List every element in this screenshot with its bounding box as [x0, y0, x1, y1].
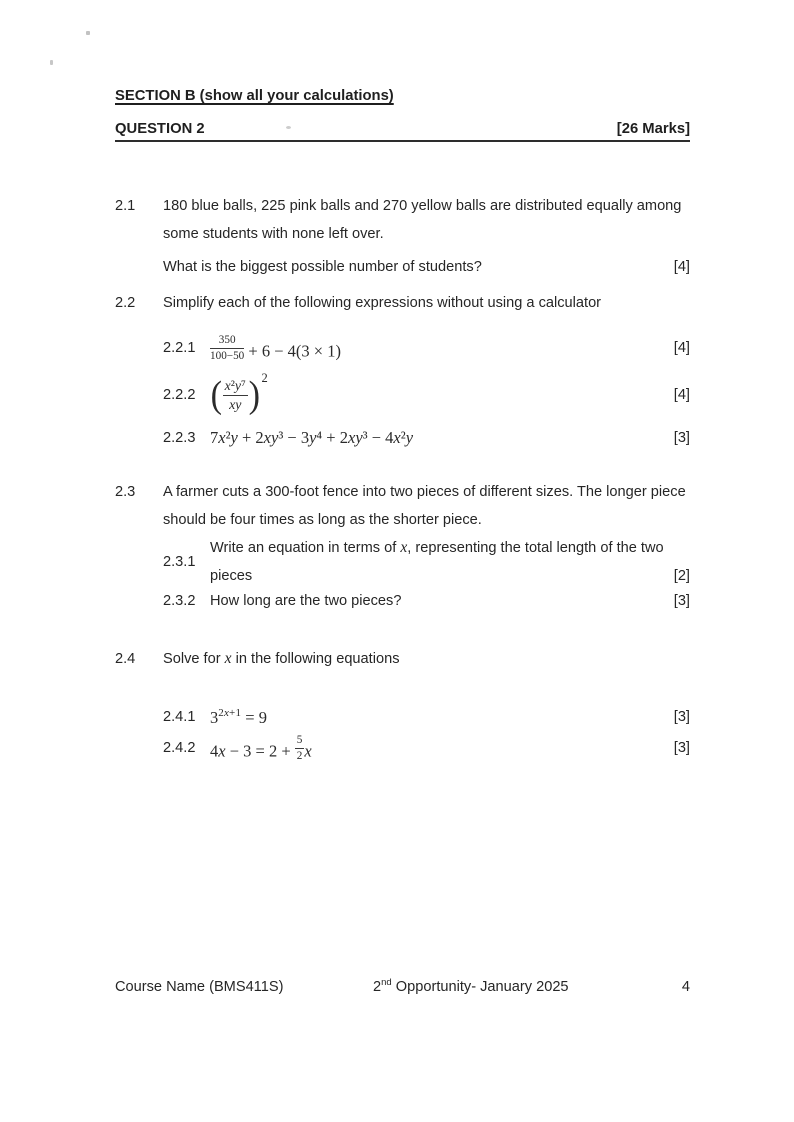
marks-badge: [4] — [673, 387, 690, 403]
sub-question-body — [210, 534, 690, 590]
sub-question-text: pieces — [210, 568, 253, 584]
text-segment: , representing the total length of the two — [407, 540, 664, 556]
question-intro: Simplify each of the following expressions without using a calculator — [163, 295, 602, 311]
marks-badge: [4] — [673, 340, 690, 356]
scan-speck — [50, 60, 53, 65]
sub-question-text-line — [210, 534, 690, 562]
sub-question-number: 2.2.2 — [163, 387, 196, 403]
question-prompt-row — [163, 253, 690, 281]
math-variable: x — [400, 539, 408, 556]
expression-tail: + 6 − 4(3 × 1) — [244, 341, 341, 361]
question-2-3-2 — [163, 587, 690, 615]
footer-session — [373, 977, 682, 995]
sub-question-text-row — [210, 562, 690, 590]
footer-course-name: Course Name (BMS411S) — [115, 978, 284, 995]
question-title: QUESTION 2 — [115, 121, 205, 137]
exponent: 2x+1 — [218, 706, 242, 719]
text-segment: Write an equation in terms of — [210, 540, 401, 556]
page-footer — [115, 977, 690, 995]
sub-question-number: 2.4.2 — [163, 740, 196, 756]
fraction-numerator: x²y⁷ — [223, 378, 248, 395]
sub-question-text: How long are the two pieces? — [210, 593, 402, 609]
question-body — [163, 289, 690, 452]
math-variable: x — [224, 650, 232, 667]
fraction — [210, 334, 244, 362]
question-2-1 — [115, 192, 690, 281]
scan-speck — [86, 31, 90, 35]
question-number: 2.2 — [115, 295, 136, 311]
marks-badge: [3] — [673, 740, 690, 756]
text-segment: 2 — [373, 978, 382, 995]
question-2-2-2 — [163, 371, 690, 419]
expression-rhs: = 9 — [241, 707, 267, 727]
question-2-4-2 — [163, 732, 690, 764]
question-body — [163, 478, 690, 615]
marks-badge: [4] — [673, 259, 690, 275]
fraction-denominator: 2 — [296, 749, 303, 762]
close-paren: ) — [248, 374, 260, 416]
question-body — [163, 645, 690, 764]
question-heading-row — [115, 121, 690, 142]
math-expression — [210, 334, 674, 362]
question-2-4 — [115, 645, 690, 764]
sub-question-number: 2.2.3 — [163, 430, 196, 446]
math-expression — [210, 707, 674, 728]
footer-page-number: 4 — [681, 978, 690, 995]
question-2-4-1 — [163, 702, 690, 732]
question-2-2-3 — [163, 424, 690, 452]
expression-lhs: 4x − 3 = 2 + — [210, 741, 295, 761]
math-expression — [210, 370, 674, 416]
question-text-line: some students with none left over. — [163, 226, 384, 242]
marks-badge: [3] — [673, 709, 690, 725]
open-paren: ( — [210, 374, 223, 416]
sub-question-number: 2.2.1 — [163, 340, 196, 356]
math-expression — [210, 734, 674, 762]
question-number: 2.3 — [115, 484, 136, 500]
outer-exponent: 2 — [261, 370, 268, 385]
marks-badge: [3] — [673, 430, 690, 446]
expression-tail: x — [304, 741, 312, 761]
math-expression: 7x²y + 2xy³ − 3y⁴ + 2xy³ − 4x²y — [210, 428, 414, 447]
fraction-numerator: 5 — [295, 734, 305, 749]
marks-badge: [3] — [673, 593, 690, 609]
scan-speck — [286, 126, 291, 129]
marks-badge: [2] — [673, 568, 690, 584]
sub-question-number: 2.4.1 — [163, 709, 196, 725]
question-number: 2.1 — [115, 198, 136, 214]
fraction-numerator: 350 — [210, 334, 244, 349]
question-2-3 — [115, 478, 690, 615]
fraction-denominator: xy — [229, 396, 242, 412]
base-number: 3 — [210, 707, 219, 727]
question-text-line: A farmer cuts a 300-foot fence into two pieces of different sizes. The longer piece — [163, 484, 686, 500]
fraction — [295, 734, 305, 762]
sub-question-number: 2.3.2 — [163, 593, 196, 609]
fraction-denominator: 100−50 — [210, 349, 245, 362]
question-prompt: What is the biggest possible number of students? — [163, 259, 482, 275]
question-2-2 — [115, 289, 690, 452]
question-text-line: should be four times as long as the shorter piece. — [163, 512, 482, 528]
sub-question-number: 2.3.1 — [163, 554, 196, 570]
ordinal-suffix: nd — [381, 977, 392, 988]
question-intro — [163, 645, 690, 673]
question-total-marks: [26 Marks] — [616, 121, 690, 137]
text-segment: Solve for — [163, 651, 225, 667]
text-segment: in the following equations — [231, 651, 400, 667]
question-text-line: 180 blue balls, 225 pink balls and 270 yellow balls are distributed equally among — [163, 198, 682, 214]
fraction — [223, 378, 248, 412]
section-heading: SECTION B (show all your calculations) — [115, 88, 394, 104]
question-2-3-1 — [163, 534, 690, 590]
question-number: 2.4 — [115, 651, 136, 667]
question-2-2-1 — [163, 330, 690, 366]
text-segment: Opportunity- January 2025 — [391, 978, 569, 995]
question-body — [163, 192, 690, 281]
